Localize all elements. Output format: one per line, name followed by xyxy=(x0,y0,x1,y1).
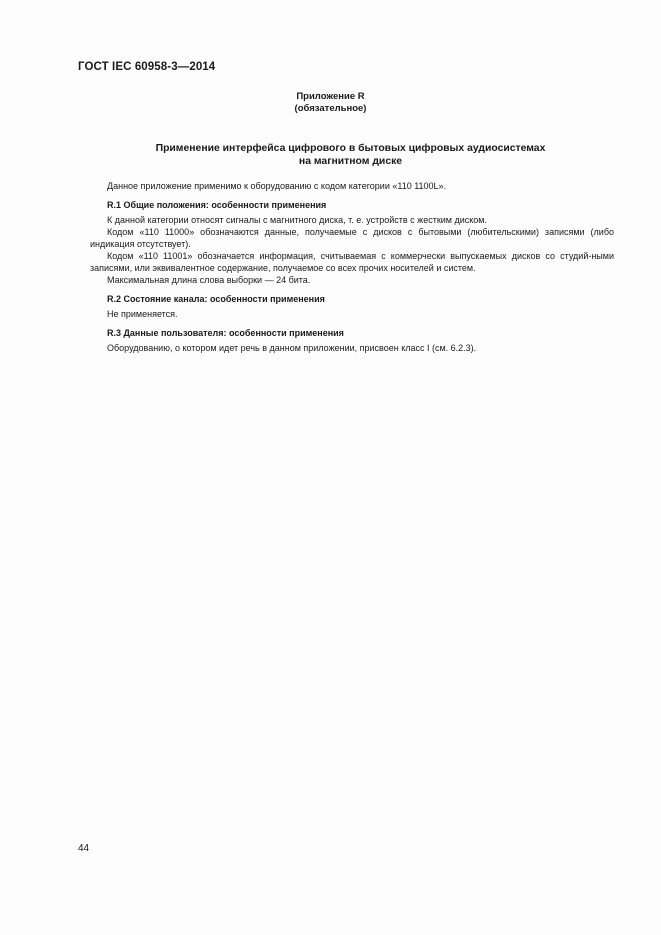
section-heading-r2: R.2 Состояние канала: особенности применения xyxy=(107,294,325,304)
main-title-line-2: на магнитном диске xyxy=(298,156,403,167)
main-title-line-1: Применение интерфейса цифрового в бытовых цифровых аудиосистемах xyxy=(155,143,546,154)
section-r3-paragraph-1: Оборудованию, о котором идет речь в данном приложении, присвоен класс I (см. 6.2.3). xyxy=(107,343,477,353)
annex-title: Приложение R xyxy=(296,91,365,102)
page-number: 44 xyxy=(78,843,90,854)
document-body xyxy=(90,180,614,354)
section-r1-paragraph-1: К данной категории относят сигналы с магнитного диска, т. е. устройств с жестким диском. xyxy=(107,215,487,225)
section-heading-r3: R.3 Данные пользователя: особенности применения xyxy=(107,328,344,338)
standard-code-header: ГОСТ IEC 60958-3—2014 xyxy=(78,61,216,73)
section-r2-paragraph-1: Не применяется. xyxy=(107,309,178,319)
annex-status: (обязательное) xyxy=(294,103,367,114)
section-r1-paragraph-3: Кодом «110 11001» обозначается информация, считываемая с коммерчески выпускаемых дисков со студий-ными записями, или эквивалентное содержание, получаемое со всех прочих носителей и систем. xyxy=(90,251,614,273)
section-r1-paragraph-4: Максимальная длина слова выборки — 24 бита. xyxy=(107,275,311,285)
section-heading-r1: R.1 Общие положения: особенности применения xyxy=(107,200,327,210)
main-title xyxy=(90,142,611,168)
section-r1-paragraph-2: Кодом «110 11000» обозначаются данные, получаемые с дисков с бытовыми (любительскими) записями (либо индикация отсутствует). xyxy=(90,227,614,249)
intro-paragraph: Данное приложение применимо к оборудованию с кодом категории «110 1100L». xyxy=(107,181,447,191)
